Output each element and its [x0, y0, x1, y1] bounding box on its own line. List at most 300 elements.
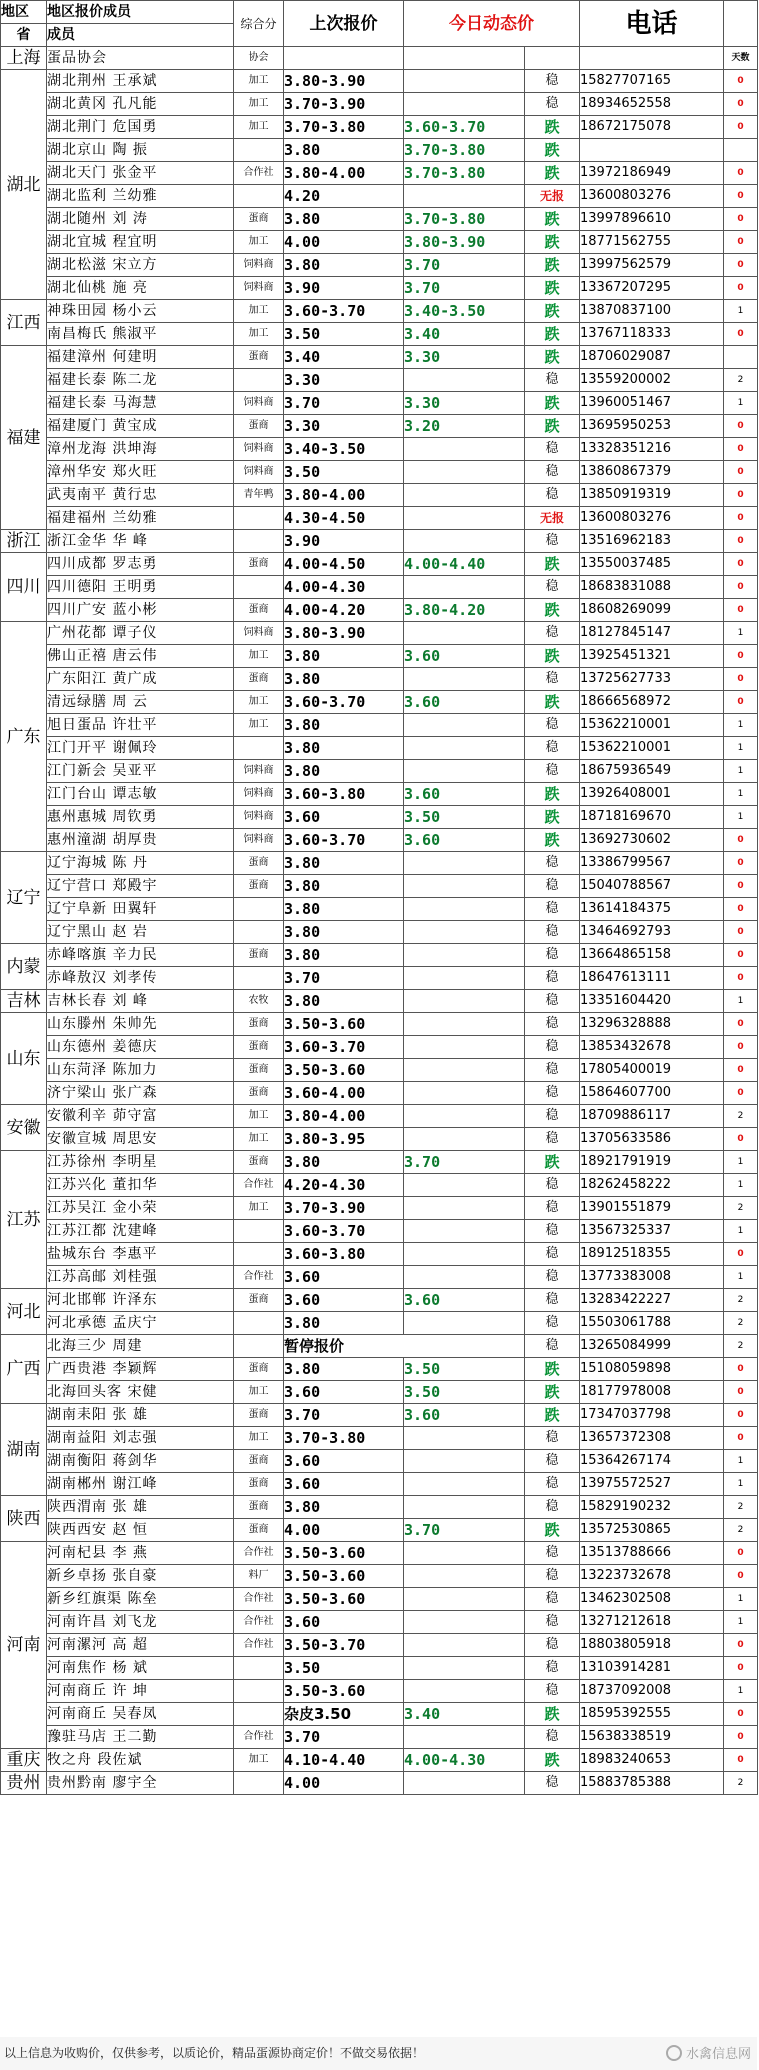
last-price-cell: 3.80 — [284, 921, 404, 944]
today-price-cell — [404, 1588, 525, 1611]
member-type-cell: 饲料商 — [234, 829, 284, 852]
today-price-cell — [404, 1542, 525, 1565]
table-row — [1, 1427, 758, 1450]
phone-cell: 18771562755 — [580, 231, 724, 254]
member-type-cell — [234, 1335, 284, 1358]
phone-cell: 13265084999 — [580, 1335, 724, 1358]
trend-cell: 稳 — [525, 668, 580, 691]
last-price-cell: 3.60 — [284, 1381, 404, 1404]
trend-cell: 稳 — [525, 944, 580, 967]
today-price-cell: 4.00-4.30 — [404, 1749, 525, 1772]
member-cell: 北海回头客 宋健 — [47, 1381, 234, 1404]
member-cell: 福建漳州 何建明 — [47, 346, 234, 369]
last-price-cell: 3.60-3.70 — [284, 691, 404, 714]
trend-cell: 稳 — [525, 737, 580, 760]
member-type-cell — [234, 1220, 284, 1243]
member-type-cell: 饲料商 — [234, 806, 284, 829]
days-cell: 0 — [724, 1013, 758, 1036]
member-type-cell: 蛋商 — [234, 1450, 284, 1473]
days-cell: 1 — [724, 1588, 758, 1611]
member-type-cell: 加工 — [234, 1105, 284, 1128]
last-price-cell: 3.90 — [284, 530, 404, 553]
member-cell: 辽宁海城 陈 丹 — [47, 852, 234, 875]
phone-cell: 13695950253 — [580, 415, 724, 438]
phone-cell: 13600803276 — [580, 507, 724, 530]
table-row — [1, 1634, 758, 1657]
trend-cell: 稳 — [525, 990, 580, 1013]
table-row — [1, 484, 758, 507]
days-cell: 0 — [724, 599, 758, 622]
member-type-cell: 蛋商 — [234, 1358, 284, 1381]
province-cell: 福建 — [1, 346, 47, 530]
last-price-cell: 3.80 — [284, 254, 404, 277]
member-type-cell: 饲料商 — [234, 254, 284, 277]
last-price-cell: 杂皮3.50 — [284, 1703, 404, 1726]
last-price-cell: 3.80 — [284, 737, 404, 760]
last-price-cell: 3.80 — [284, 1312, 404, 1335]
days-cell: 0 — [724, 1749, 758, 1772]
phone-cell: 13386799567 — [580, 852, 724, 875]
phone-cell: 18709886117 — [580, 1105, 724, 1128]
trend-cell: 稳 — [525, 1197, 580, 1220]
today-price-cell — [404, 1634, 525, 1657]
member-type-cell: 蛋商 — [234, 1082, 284, 1105]
member-type-cell: 饲料商 — [234, 277, 284, 300]
last-price-cell: 3.70 — [284, 967, 404, 990]
member-cell: 牧之舟 段佐斌 — [47, 1749, 234, 1772]
phone-cell: 13614184375 — [580, 898, 724, 921]
today-price-cell — [404, 921, 525, 944]
today-price-cell — [404, 1680, 525, 1703]
phone-cell: 17805400019 — [580, 1059, 724, 1082]
member-type-cell: 蛋商 — [234, 553, 284, 576]
trend-cell: 稳 — [525, 714, 580, 737]
member-type-cell — [234, 507, 284, 530]
member-cell: 湖北荆门 危国勇 — [47, 116, 234, 139]
trend-cell: 稳 — [525, 70, 580, 93]
table-row — [1, 1565, 758, 1588]
trend-cell: 稳 — [525, 1772, 580, 1795]
member-type-cell — [234, 139, 284, 162]
last-price-cell: 4.00 — [284, 231, 404, 254]
last-price-cell: 4.00 — [284, 1772, 404, 1795]
phone-cell: 15364267174 — [580, 1450, 724, 1473]
today-price-cell: 3.70-3.80 — [404, 162, 525, 185]
days-cell: 0 — [724, 1381, 758, 1404]
member-type-cell: 蛋商 — [234, 1404, 284, 1427]
last-price-cell: 3.80 — [284, 760, 404, 783]
table-row — [1, 1749, 758, 1772]
days-cell: 1 — [724, 1680, 758, 1703]
trend-cell: 稳 — [525, 1657, 580, 1680]
table-row — [1, 1542, 758, 1565]
days-cell: 0 — [724, 829, 758, 852]
table-row — [1, 1174, 758, 1197]
table-row — [1, 1657, 758, 1680]
member-cell: 湖北宜城 程宜明 — [47, 231, 234, 254]
member-type-cell: 加工 — [234, 1427, 284, 1450]
last-price-cell: 3.30 — [284, 369, 404, 392]
phone-cell: 13960051467 — [580, 392, 724, 415]
today-price-cell — [404, 668, 525, 691]
days-cell: 2 — [724, 1312, 758, 1335]
last-price-cell: 3.30 — [284, 415, 404, 438]
last-price-cell: 3.80-3.95 — [284, 1128, 404, 1151]
province-cell: 陕西 — [1, 1496, 47, 1542]
trend-cell: 稳 — [525, 921, 580, 944]
member-type-cell: 协会 — [234, 47, 284, 70]
table-row — [1, 1197, 758, 1220]
member-type-cell: 加工 — [234, 70, 284, 93]
trend-cell: 跌 — [525, 392, 580, 415]
last-price-cell: 3.60 — [284, 1450, 404, 1473]
trend-cell: 跌 — [525, 1358, 580, 1381]
table-row — [1, 70, 758, 93]
table-row — [1, 1473, 758, 1496]
days-cell: 1 — [724, 714, 758, 737]
member-type-cell: 合作社 — [234, 1726, 284, 1749]
trend-cell: 跌 — [525, 415, 580, 438]
member-cell: 神珠田园 杨小云 — [47, 300, 234, 323]
days-cell: 0 — [724, 162, 758, 185]
days-cell: 0 — [724, 1358, 758, 1381]
last-price-cell: 4.00-4.20 — [284, 599, 404, 622]
days-cell: 0 — [724, 1128, 758, 1151]
trend-cell: 稳 — [525, 1082, 580, 1105]
trend-cell: 跌 — [525, 254, 580, 277]
table-row — [1, 93, 758, 116]
today-price-cell — [404, 1266, 525, 1289]
member-type-cell — [234, 967, 284, 990]
trend-cell: 稳 — [525, 1289, 580, 1312]
trend-cell: 稳 — [525, 1266, 580, 1289]
days-cell — [724, 346, 758, 369]
trend-cell: 稳 — [525, 1611, 580, 1634]
today-price-cell — [404, 898, 525, 921]
phone-cell: 13657372308 — [580, 1427, 724, 1450]
trend-cell: 跌 — [525, 1703, 580, 1726]
last-price-cell — [284, 47, 404, 70]
phone-cell: 13870837100 — [580, 300, 724, 323]
member-type-cell: 蛋商 — [234, 1059, 284, 1082]
last-price-cell: 3.60-3.70 — [284, 1036, 404, 1059]
trend-cell: 跌 — [525, 139, 580, 162]
last-price-cell: 3.80 — [284, 852, 404, 875]
today-price-cell: 3.50 — [404, 1358, 525, 1381]
today-price-cell: 3.40 — [404, 1703, 525, 1726]
member-cell: 漳州华安 郑火旺 — [47, 461, 234, 484]
member-type-cell: 蛋商 — [234, 944, 284, 967]
member-type-cell — [234, 369, 284, 392]
member-type-cell: 加工 — [234, 691, 284, 714]
member-cell: 河北邯郸 许泽东 — [47, 1289, 234, 1312]
table-row — [1, 231, 758, 254]
header-members-bottom: 成员 — [47, 24, 234, 47]
member-cell: 江门台山 谭志敏 — [47, 783, 234, 806]
days-cell: 0 — [724, 93, 758, 116]
province-cell: 四川 — [1, 553, 47, 622]
days-cell: 0 — [724, 231, 758, 254]
trend-cell: 跌 — [525, 553, 580, 576]
table-row — [1, 737, 758, 760]
footer — [0, 2037, 757, 2070]
trend-cell: 稳 — [525, 530, 580, 553]
phone-cell: 13351604420 — [580, 990, 724, 1013]
member-cell: 豫驻马店 王二勤 — [47, 1726, 234, 1749]
member-type-cell: 蛋商 — [234, 599, 284, 622]
trend-cell — [525, 47, 580, 70]
today-price-cell — [404, 714, 525, 737]
trend-cell: 稳 — [525, 1565, 580, 1588]
member-type-cell: 青年鸭 — [234, 484, 284, 507]
last-price-cell: 3.70-3.80 — [284, 116, 404, 139]
today-price-cell — [404, 1059, 525, 1082]
member-cell: 江门新会 吴亚平 — [47, 760, 234, 783]
member-cell: 辽宁营口 郑殿宇 — [47, 875, 234, 898]
member-cell: 湖北天门 张金平 — [47, 162, 234, 185]
today-price-cell — [404, 1657, 525, 1680]
days-cell: 0 — [724, 1059, 758, 1082]
trend-cell: 稳 — [525, 1427, 580, 1450]
member-type-cell: 农牧 — [234, 990, 284, 1013]
table-row — [1, 1128, 758, 1151]
today-price-cell — [404, 1565, 525, 1588]
member-cell: 南昌梅氏 熊淑平 — [47, 323, 234, 346]
footer-note: 以上信息为收购价，仅供参考，以质论价，精品蛋源协商定价！不做交易依据！ — [4, 2046, 425, 2060]
province-cell: 安徽 — [1, 1105, 47, 1151]
trend-cell: 跌 — [525, 1151, 580, 1174]
trend-cell: 稳 — [525, 369, 580, 392]
table-row — [1, 438, 758, 461]
trend-cell: 稳 — [525, 576, 580, 599]
phone-cell: 18675936549 — [580, 760, 724, 783]
phone-cell: 13692730602 — [580, 829, 724, 852]
phone-cell: 13926408001 — [580, 783, 724, 806]
phone-cell: 15108059898 — [580, 1358, 724, 1381]
last-price-cell: 3.70 — [284, 1726, 404, 1749]
member-cell: 广州花都 谭子仪 — [47, 622, 234, 645]
trend-cell: 稳 — [525, 1312, 580, 1335]
trend-cell: 跌 — [525, 277, 580, 300]
today-price-cell — [404, 852, 525, 875]
member-cell: 河南商丘 许 坤 — [47, 1680, 234, 1703]
today-price-cell: 4.00-4.40 — [404, 553, 525, 576]
trend-cell: 跌 — [525, 691, 580, 714]
trend-cell: 稳 — [525, 1128, 580, 1151]
member-cell: 四川广安 蓝小彬 — [47, 599, 234, 622]
last-price-cell: 3.80 — [284, 645, 404, 668]
member-cell: 湖北仙桃 施 亮 — [47, 277, 234, 300]
member-cell: 新乡红旗渠 陈垒 — [47, 1588, 234, 1611]
member-cell: 赤峰敖汉 刘孝传 — [47, 967, 234, 990]
trend-cell: 稳 — [525, 1059, 580, 1082]
today-price-cell — [404, 1197, 525, 1220]
table-row — [1, 208, 758, 231]
member-cell: 湖北京山 陶 振 — [47, 139, 234, 162]
today-price-cell — [404, 484, 525, 507]
trend-cell: 稳 — [525, 1013, 580, 1036]
days-cell: 0 — [724, 254, 758, 277]
last-price-cell: 3.70-3.90 — [284, 1197, 404, 1220]
trend-cell: 稳 — [525, 1036, 580, 1059]
phone-cell: 13850919319 — [580, 484, 724, 507]
member-type-cell — [234, 1680, 284, 1703]
header-members-top: 地区报价成员 — [47, 1, 234, 24]
member-type-cell — [234, 1703, 284, 1726]
today-price-cell — [404, 530, 525, 553]
member-cell: 江苏吴江 金小荣 — [47, 1197, 234, 1220]
days-cell: 0 — [724, 691, 758, 714]
last-price-cell: 3.40 — [284, 346, 404, 369]
last-price-cell: 3.80-3.90 — [284, 70, 404, 93]
member-cell: 山东滕州 朱帅先 — [47, 1013, 234, 1036]
member-type-cell: 蛋商 — [234, 346, 284, 369]
trend-cell: 稳 — [525, 1726, 580, 1749]
trend-cell: 跌 — [525, 829, 580, 852]
header-row-top — [1, 1, 758, 24]
province-cell: 河北 — [1, 1289, 47, 1335]
member-type-cell: 加工 — [234, 300, 284, 323]
member-type-cell — [234, 185, 284, 208]
member-type-cell: 合作社 — [234, 1266, 284, 1289]
table-row — [1, 1151, 758, 1174]
member-cell: 江门开平 谢佩玲 — [47, 737, 234, 760]
days-cell: 2 — [724, 1496, 758, 1519]
trend-cell: 稳 — [525, 1473, 580, 1496]
member-type-cell: 蛋商 — [234, 1151, 284, 1174]
header-score: 综合分 — [234, 1, 284, 47]
member-cell: 山东菏泽 陈加力 — [47, 1059, 234, 1082]
last-price-cell: 3.40-3.50 — [284, 438, 404, 461]
phone-cell: 15040788567 — [580, 875, 724, 898]
phone-cell: 15827707165 — [580, 70, 724, 93]
trend-cell: 跌 — [525, 323, 580, 346]
phone-cell: 15362210001 — [580, 714, 724, 737]
trend-cell: 稳 — [525, 760, 580, 783]
member-type-cell: 蛋商 — [234, 1013, 284, 1036]
days-cell: 0 — [724, 852, 758, 875]
table-row — [1, 1036, 758, 1059]
today-price-cell: 3.60 — [404, 1289, 525, 1312]
member-type-cell — [234, 1657, 284, 1680]
days-cell: 2 — [724, 1335, 758, 1358]
phone-cell: 13283422227 — [580, 1289, 724, 1312]
phone-cell: 18647613111 — [580, 967, 724, 990]
member-cell: 广东阳江 黄广成 — [47, 668, 234, 691]
paused-quote-cell: 暂停报价 — [284, 1335, 525, 1358]
phone-cell: 18127845147 — [580, 622, 724, 645]
trend-cell: 稳 — [525, 622, 580, 645]
table-row — [1, 1312, 758, 1335]
member-cell: 盐城东台 李惠平 — [47, 1243, 234, 1266]
table-row — [1, 1289, 758, 1312]
days-cell: 0 — [724, 277, 758, 300]
table-row — [1, 829, 758, 852]
table-row — [1, 1220, 758, 1243]
phone-cell: 18177978008 — [580, 1381, 724, 1404]
last-price-cell: 3.60-3.70 — [284, 300, 404, 323]
member-cell: 陕西渭南 张 雄 — [47, 1496, 234, 1519]
phone-cell: 13572530865 — [580, 1519, 724, 1542]
trend-cell: 稳 — [525, 93, 580, 116]
phone-cell: 13464692793 — [580, 921, 724, 944]
phone-cell: 15638338519 — [580, 1726, 724, 1749]
trend-cell: 跌 — [525, 645, 580, 668]
table-row — [1, 1266, 758, 1289]
trend-cell: 无报 — [525, 185, 580, 208]
trend-cell: 跌 — [525, 116, 580, 139]
today-price-cell — [404, 369, 525, 392]
table-row — [1, 1358, 758, 1381]
member-cell: 河南许昌 刘飞龙 — [47, 1611, 234, 1634]
phone-cell: 13271212618 — [580, 1611, 724, 1634]
watermark-text: 水禽信息网 — [685, 2047, 751, 2062]
member-cell: 济宁梁山 张广森 — [47, 1082, 234, 1105]
today-price-cell: 3.60 — [404, 645, 525, 668]
today-price-cell — [404, 967, 525, 990]
table-row — [1, 530, 758, 553]
days-cell: 0 — [724, 668, 758, 691]
table-row — [1, 254, 758, 277]
today-price-cell — [404, 1128, 525, 1151]
last-price-cell: 3.80 — [284, 1496, 404, 1519]
last-price-cell: 3.80-4.00 — [284, 1105, 404, 1128]
phone-cell: 13567325337 — [580, 1220, 724, 1243]
last-price-cell: 4.20 — [284, 185, 404, 208]
member-type-cell: 蛋商 — [234, 1519, 284, 1542]
phone-cell: 13513788666 — [580, 1542, 724, 1565]
province-cell: 贵州 — [1, 1772, 47, 1795]
member-type-cell: 加工 — [234, 645, 284, 668]
phone-cell: 15362210001 — [580, 737, 724, 760]
days-cell: 1 — [724, 1151, 758, 1174]
phone-cell: 13725627733 — [580, 668, 724, 691]
member-type-cell: 合作社 — [234, 1634, 284, 1657]
phone-cell: 13773383008 — [580, 1266, 724, 1289]
days-cell: 1 — [724, 1473, 758, 1496]
trend-cell: 跌 — [525, 806, 580, 829]
phone-cell: 13559200002 — [580, 369, 724, 392]
table-row — [1, 1381, 758, 1404]
header-blank — [724, 1, 758, 47]
member-cell: 福建厦门 黄宝成 — [47, 415, 234, 438]
today-price-cell — [404, 438, 525, 461]
last-price-cell: 3.50-3.70 — [284, 1634, 404, 1657]
today-price-cell: 3.70 — [404, 277, 525, 300]
today-price-cell — [404, 944, 525, 967]
last-price-cell: 3.90 — [284, 277, 404, 300]
member-cell: 湖南衡阳 蒋剑华 — [47, 1450, 234, 1473]
phone-cell: 18595392555 — [580, 1703, 724, 1726]
days-cell: 0 — [724, 576, 758, 599]
member-cell: 湖北随州 刘 涛 — [47, 208, 234, 231]
phone-cell: 13296328888 — [580, 1013, 724, 1036]
table-row — [1, 691, 758, 714]
trend-cell: 跌 — [525, 1381, 580, 1404]
phone-cell: 18683831088 — [580, 576, 724, 599]
days-cell: 1 — [724, 760, 758, 783]
today-price-cell — [404, 1473, 525, 1496]
phone-cell: 13462302508 — [580, 1588, 724, 1611]
header-region-bottom: 省 — [1, 24, 47, 47]
phone-cell: 18262458222 — [580, 1174, 724, 1197]
header-last-price: 上次报价 — [284, 1, 404, 47]
trend-cell: 跌 — [525, 162, 580, 185]
member-cell: 旭日蛋品 许壮平 — [47, 714, 234, 737]
table-row — [1, 1404, 758, 1427]
today-price-cell — [404, 93, 525, 116]
today-price-cell: 3.60 — [404, 829, 525, 852]
